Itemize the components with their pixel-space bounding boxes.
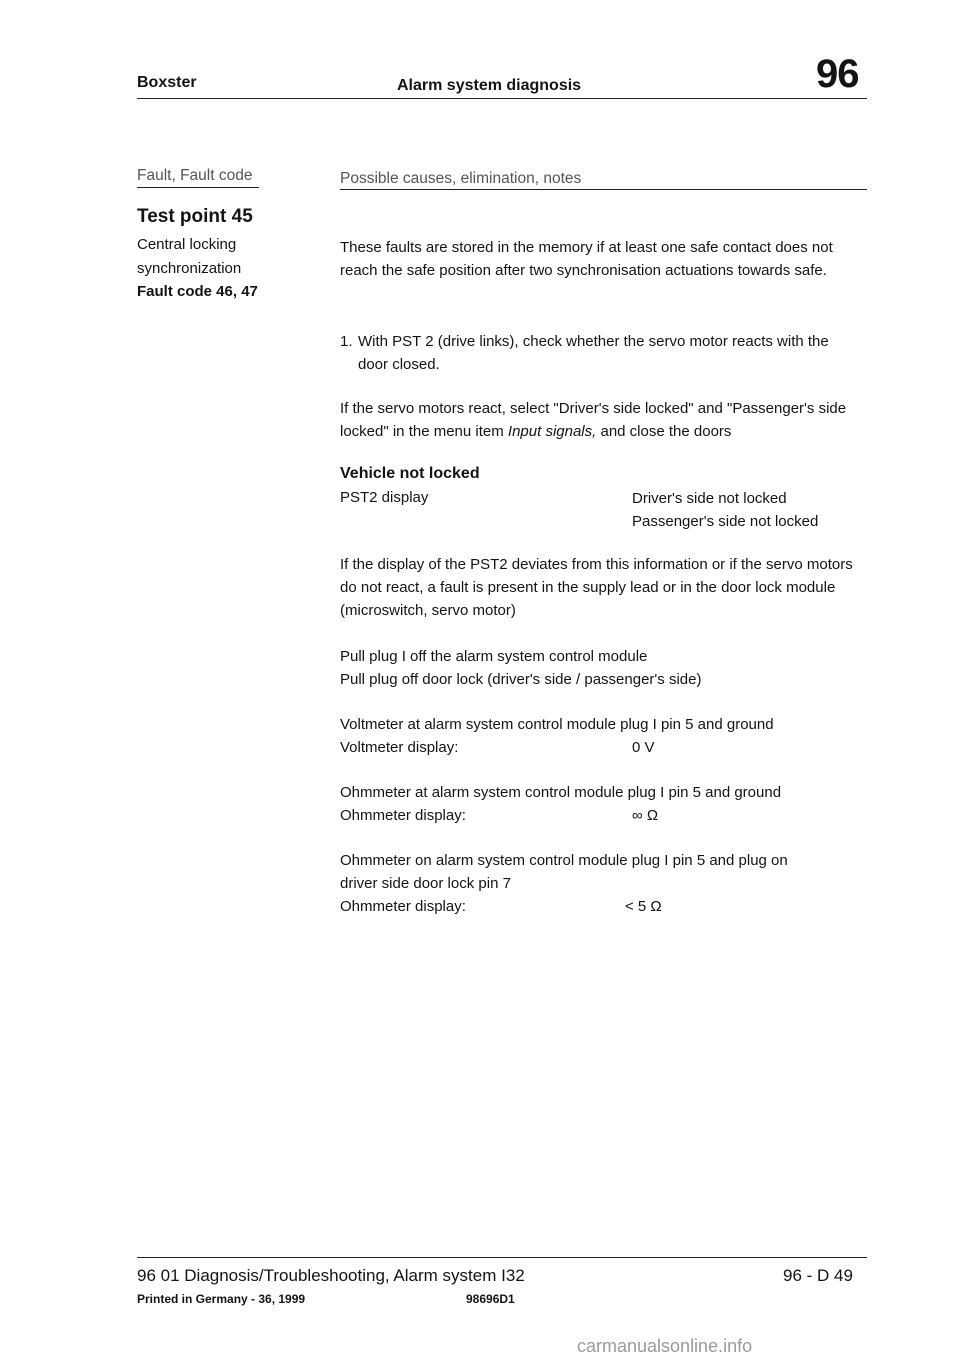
pull-plug-line-1: Pull plug I off the alarm system control module — [340, 648, 648, 665]
ohmmeter-1-label: Ohmmeter display: — [340, 807, 466, 824]
voltmeter-value: 0 V — [632, 739, 655, 756]
footer-printed: Printed in Germany - 36, 1999 — [137, 1292, 306, 1306]
ohmmeter-1-instruction: Ohmmeter at alarm system control module plug I pin 5 and ground — [340, 784, 782, 801]
header-section-number: 96 — [816, 52, 859, 96]
if-react-text-2: and close the doors — [600, 423, 732, 440]
if-react-paragraph — [340, 397, 867, 443]
footer-rule — [137, 1257, 867, 1258]
ohmmeter-2-instruction-1: Ohmmeter on alarm system control module plug I pin 5 and plug on — [340, 852, 788, 869]
test-point-line-2: synchronization — [137, 260, 242, 277]
ohmmeter-2-instruction-2: driver side door lock pin 7 — [340, 875, 511, 892]
pull-plug-line-2: Pull plug off door lock (driver's side / passenger's side) — [340, 671, 702, 688]
header-rule — [137, 98, 867, 99]
step-1-number: 1. — [340, 333, 353, 350]
watermark: carmanualsonline.info — [577, 1336, 753, 1356]
fault-code: Fault code 46, 47 — [137, 283, 258, 300]
header-title: Alarm system diagnosis — [397, 77, 582, 94]
ohmmeter-2-label: Ohmmeter display: — [340, 898, 466, 915]
voltmeter-instruction: Voltmeter at alarm system control module plug I pin 5 and ground — [340, 716, 774, 733]
pst2-value-driver: Driver's side not locked — [632, 490, 787, 507]
ohmmeter-2-value: < 5 Ω — [625, 898, 662, 915]
ohmmeter-1-value: ∞ Ω — [632, 807, 659, 824]
column-heading-fault: Fault, Fault code — [137, 167, 253, 184]
deviation-paragraph: If the display of the PST2 deviates from this information or if the servo motors do not react, a fault is present in the supply lead or in the door lock module (microswitch, servo motor) — [340, 556, 853, 619]
test-point-title: Test point 45 — [137, 206, 253, 227]
step-1-text: With PST 2 (drive links), check whether the servo motor reacts with the door closed. — [358, 333, 829, 373]
voltmeter-label: Voltmeter display: — [340, 739, 459, 756]
column-heading-rule-left — [137, 187, 259, 188]
intro-paragraph: These faults are stored in the memory if at least one safe contact does not reach the safe position after two synchronisation actuations towards safe. — [340, 239, 833, 279]
column-heading-causes: Possible causes, elimination, notes — [340, 170, 582, 187]
header-model: Boxster — [137, 74, 197, 91]
footer-document-code: 98696D1 — [466, 1292, 515, 1306]
footer-page-number: 96 - D 49 — [783, 1266, 853, 1285]
pst2-display-label: PST2 display — [340, 489, 429, 506]
vehicle-not-locked-heading: Vehicle not locked — [340, 465, 480, 482]
test-point-line-1: Central locking — [137, 236, 237, 253]
if-react-text-1: If the servo motors react, select "Driver's side locked" and "Passenger's side locked" in the menu item — [340, 400, 847, 440]
footer-section-title: 96 01 Diagnosis/Troubleshooting, Alarm system I32 — [137, 1266, 525, 1285]
pst2-value-passenger: Passenger's side not locked — [632, 513, 819, 530]
menu-item-input-signals: Input signals, — [507, 423, 597, 440]
column-heading-rule-right — [340, 189, 867, 190]
